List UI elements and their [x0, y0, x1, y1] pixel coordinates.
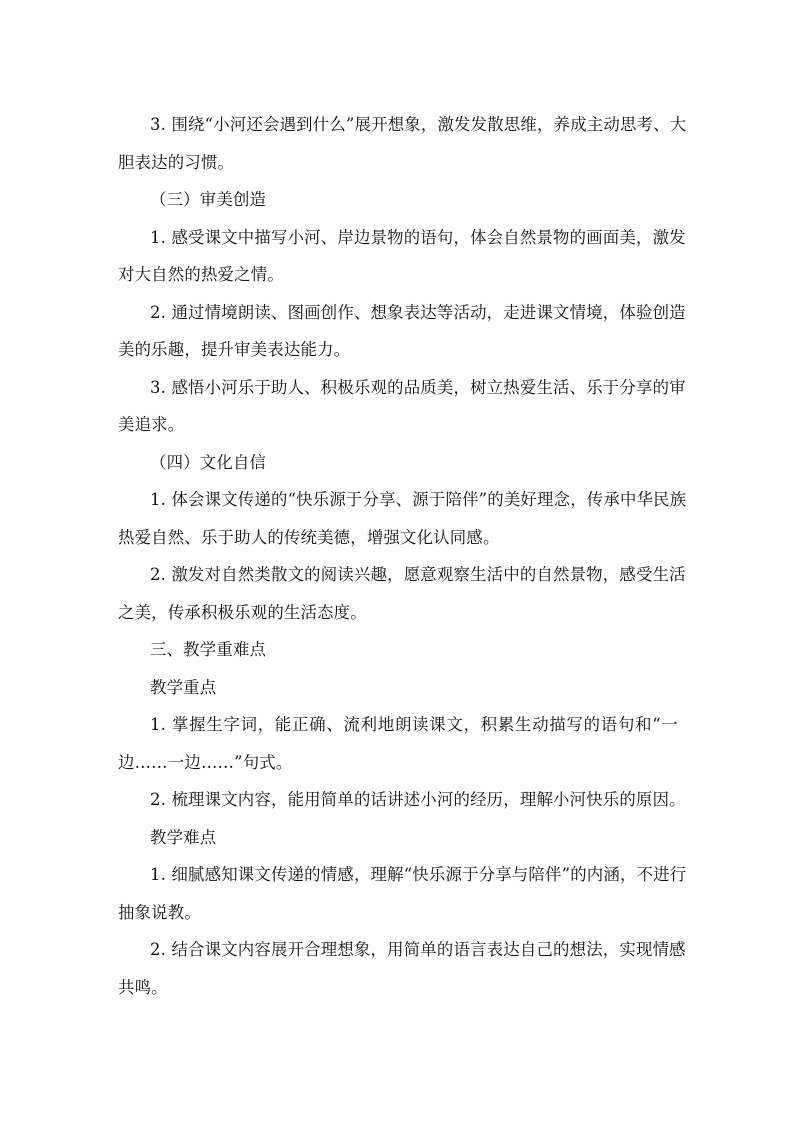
goal-3-line-2: 胆表达的习惯。 [118, 152, 235, 172]
culture-2-line-2: 之美，传承积极乐观的生活态度。 [118, 602, 367, 622]
culture-1-line-2: 热爱自然、乐于助人的传统美德，增强文化认同感。 [118, 527, 500, 547]
difficult-1-line-2: 抽象说教。 [118, 902, 201, 922]
aesthetic-1-line-1: 1. 感受课文中描写小河、岸边景物的语句，体会自然景物的画面美，激发 [150, 227, 686, 247]
aesthetic-3-line-1: 3. 感悟小河乐于助人、积极乐观的品质美，树立热爱生活、乐于分享的审 [150, 377, 686, 397]
document-page [118, 106, 687, 1006]
aesthetic-2-line-2: 美的乐趣，提升审美表达能力。 [118, 340, 351, 359]
aesthetic-3-line-2: 美追求。 [118, 415, 185, 434]
difficult-2-line-1: 2. 结合课文内容展开合理想象，用简单的语言表达自己的想法，实现情感 [150, 940, 686, 959]
section-heading-culture: （四）文化自信 [150, 452, 267, 472]
difficult-1-line-1: 1. 细腻感知课文传递的情感，理解“快乐源于分享与陪伴”的内涵，不进行 [150, 865, 687, 884]
section-heading-key-difficult: 三、教学重难点 [150, 640, 267, 659]
key-1-line-1: 1. 掌握生字词，能正确、流利地朗读课文，积累生动描写的语句和“一 [150, 715, 678, 734]
section-heading-aesthetic: （三）审美创造 [150, 190, 267, 209]
key-1-line-2: 边……一边……”句式。 [118, 752, 293, 772]
key-2-line-1: 2. 梳理课文内容，能用简单的话讲述小河的经历，理解小河快乐的原因。 [150, 790, 686, 809]
goal-3-line-1: 3. 围绕“小河还会遇到什么”展开想象，激发发散思维，养成主动思考、大 [150, 115, 687, 134]
difficult-2-line-2: 共鸣。 [118, 977, 168, 997]
aesthetic-2-line-1: 2. 通过情境朗读、图画创作、想象表达等活动，走进课文情境，体验创造 [150, 302, 686, 322]
aesthetic-1-line-2: 对大自然的热爱之情。 [118, 265, 284, 284]
culture-2-line-1: 2. 激发对自然类散文的阅读兴趣，愿意观察生活中的自然景物，感受生活 [150, 565, 686, 584]
subheading-difficult-points: 教学难点 [150, 827, 217, 847]
subheading-key-points: 教学重点 [150, 677, 217, 697]
culture-1-line-1: 1. 体会课文传递的“快乐源于分享、源于陪伴”的美好理念，传承中华民族 [150, 490, 687, 509]
